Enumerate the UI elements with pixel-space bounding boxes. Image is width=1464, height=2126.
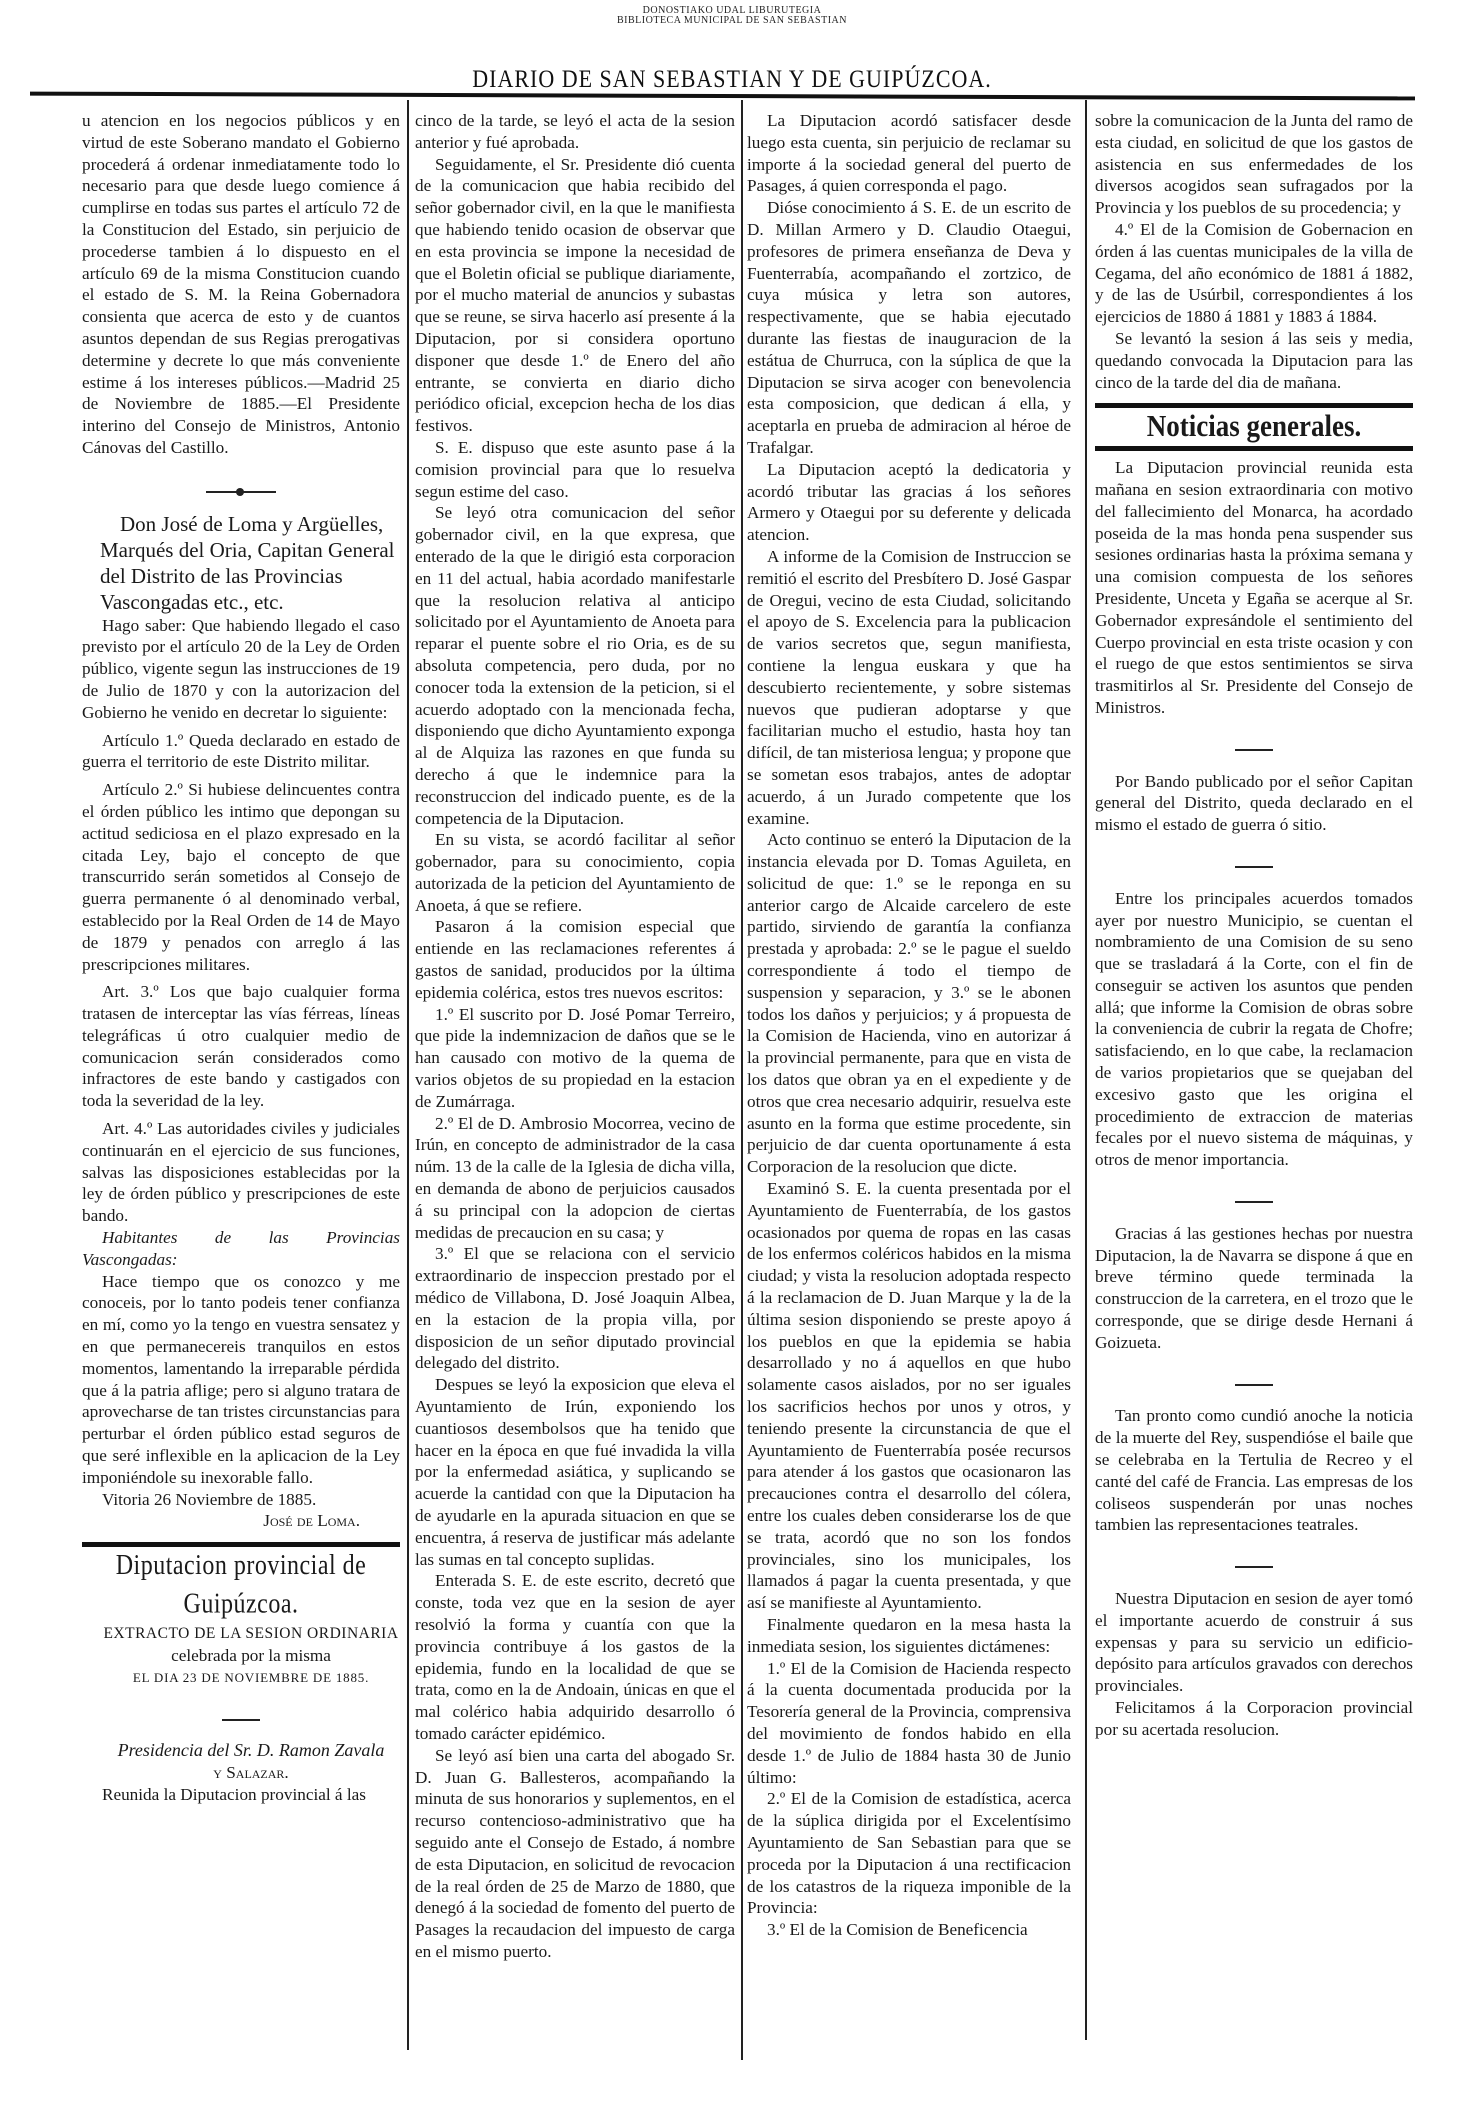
- paragraph: Se levantó la sesion á las seis y media, quedando convocada la Diputacion para las cinco de la tarde del dia de mañana.: [1095, 328, 1413, 392]
- section-title-noticias: Noticias generales.: [1146, 408, 1362, 444]
- article-1: Artículo 1.º Queda declarado en estado de guerra el territorio de este Distrito militar.: [82, 730, 400, 772]
- paragraph: La Diputacion aceptó la dedicatoria y acordó tributar las gracias á los señores Armero y Otaegui por su deferente y delicada atencion.: [747, 459, 1071, 545]
- extract-date: EL DIA 23 DE NOVIEMBRE DE 1885.: [132, 1669, 370, 1685]
- article-2: Artículo 2.º Si hubiese delincuentes contra el órden público les intimo que depongan su actitud sediciosa en el plazo expresado en la citada Ley, bajo el concepto de que transcurrido serán sometidos al Consejo de guerra permanente ó al denominado verbal, establecido por la Real Orden de 14 de Mayo de 1879 y penados con arreglo á las prescripciones militares.: [82, 780, 400, 974]
- extract-subtitle: celebrada por la misma: [171, 1646, 331, 1666]
- section-rule: [1095, 446, 1413, 451]
- column-2: [415, 110, 735, 1963]
- news-item: Tan pronto como cundió anoche la noticia de la muerte del Rey, suspendióse el baile que se celebraba en la Tertulia de Recreo y el canté del café de Francia. Las empresas de los coliseos suspenderán por unas noches tambien las representaciones teatrales.: [1095, 1406, 1413, 1535]
- paragraph: sobre la comunicacion de la Junta del ramo de esta ciudad, en solicitud de que los gastos de asistencia en sus enfermedades de los diversos acogidos sean sufragados por la Provincia y los pueblos de su procedencia; y: [1095, 111, 1413, 218]
- list-item: 1.º El de la Comision de Hacienda respecto á la cuenta documentada producida por la Tesorería general de la Provincia, comprensiva del movimiento de fondos habido en ella desde 1.º de Julio de 1884 hasta 30 de Junio último:: [747, 1658, 1071, 1787]
- list-item: 3.º El que se relaciona con el servicio extraordinario de inspeccion prestado por el médico de Villabona, D. José Joaquin Albea, en la estacion de la propia villa, por disposicion de un señor diputado provincial delegado del distrito.: [415, 1244, 735, 1373]
- paragraph: La Diputacion acordó satisfacer desde luego esta cuenta, sin perjuicio de reclamar su importe á la sociedad general del puerto de Pasages, á quien corresponda el pago.: [747, 111, 1071, 196]
- extract-title: EXTRACTO DE LA SESION ORDINARIA: [103, 1625, 399, 1643]
- paragraph: Pasaron á la comision especial que entiende en las reclamaciones referentes á gastos de sanidad, producidos por la última epidemia colérica, estos tres nuevos escritos:: [415, 917, 735, 1002]
- library-header: [0, 6, 1464, 26]
- list-item: 2.º El de la Comision de estadística, acerca de la súplica dirigida por el Excelentísimo Ayuntamiento de San Sebastian para que se proceda por la Diputacion á una rectificacion de los catastros de la riqueza imponible de la Provincia:: [747, 1789, 1071, 1918]
- dash-divider: [1095, 1370, 1413, 1392]
- article-4: Art. 4.º Las autoridades civiles y judiciales continuarán en el ejercicio de sus funciones, salvas las disposiciones establecidas por la ley de órden público y prescripciones de este bando.: [82, 1119, 400, 1226]
- news-item: Entre los principales acuerdos tomados ayer por nuestro Municipio, se cuentan el nombramiento de una Comision de su seno que se trasladará á la Corte, con el fin de conseguir se activen los asuntos que penden allá; que informe la Comision de obras sobre la conveniencia de cubrir la regata de Chofre; satisfaciendo, en lo que cabe, la reclamacion de varios propietarios que se quejaban del excesivo gasto que les origina el procedimiento de extraccion de materias fecales por el nuevo sistema de máquinas, y otros de menor importancia.: [1095, 888, 1413, 1170]
- paragraph: Examinó S. E. la cuenta presentada por el Ayuntamiento de Fuenterrabía, de los gastos ocasionados por quema de ropas en las casas de los enfermos coléricos habidos en la misma ciudad; y vista la resolucion adoptada respecto á la reclamacion de D. Juan Marque y la de la última sesion disponiendo se preste apoyo á los pueblos en que la epidemia se habia desarrollado y no á aquellos en que hubo solamente casos aislados, por no ser iguales los sacrificios hechos por unos y otros, y teniendo presente la circunstancia de que el Ayuntamiento de Fuenterrabía posée recursos para atender á los gastos que ocasionaron las precauciones contra el desarrollo del cólera, entre los cuales deben considerarse los de que se trata, acordó que no son los fondos provinciales, sino los municipales, los llamados á pagar la cuenta presentada, y que así se manifieste al Ayuntamiento.: [747, 1179, 1071, 1613]
- paragraph: Despues se leyó la exposicion que eleva el Ayuntamiento de Irún, exponiendo los cuantiosos desembolsos que ha tenido que hacer en la época en que fué invadida la villa por la enfermedad asiática, y suplicando se acuerde la cantidad con que la Diputacion ha de ayudarle en la apurada situacion en que se encuentra, á reserva de justificar más adelante las sumas en tal concepto suplidas.: [415, 1375, 735, 1569]
- paragraph: Dióse conocimiento á S. E. de un escrito de D. Millan Armero y D. Claudio Otaegui, profesores de primera enseñanza de Deva y Fuenterrabía, acompañando el zortzico, de cuya música y letra son autores, respectivamente, que se habia ejecutado durante las fiestas de inauguracion de la estátua de Churruca, con la súplica de que la Diputacion se sirva acoger con benevolencia esta composicion, que dedican á ella, y aceptarla en prueba de admiracion al héroe de Trafalgar.: [747, 198, 1071, 457]
- column-4: [1095, 110, 1413, 1741]
- newspaper-masthead: DIARIO DE SAN SEBASTIAN Y DE GUIPÚZCOA.: [472, 64, 992, 93]
- paragraph: Hago saber: Que habiendo llegado el caso previsto por el artículo 20 de la Ley de Orden público, vigente segun las instrucciones de 19 de Julio de 1870 y con la autorizacion del Gobierno he venido en decretar lo siguiente:: [82, 615, 400, 722]
- list-item: 3.º El de la Comision de Beneficencia: [767, 1920, 1028, 1940]
- paragraph: Se leyó así bien una carta del abogado Sr. D. Juan G. Ballesteros, acompañando la minuta de sus honorarios y suplementos, en el recurso contencioso-administrativo que ha seguido ante el Consejo de Estado, á nombre de esta Diputacion, en solicitud de revocacion de la real órden de 25 de Marzo de 1880, que denegó á la sociedad de fomento del puerto de Pasages la recaudacion del impuesto de carga en el mismo puerto.: [415, 1745, 735, 1961]
- column-divider: [407, 100, 409, 2050]
- decree-continuation: u atencion en los negocios públicos y en virtud de este Soberano mandato el Gobierno procederá á ordenar inmediatamente todo lo necesario para que desde luego comience á cumplirse en todas sus partes el artículo 72 de la Constitucion del Estado, sin perjuicio de procederse tambien á lo dispuesto en el artículo 69 de la misma Constitucion cuando el estado de S. M. la Reina Gobernadora consienta que acerca de esto y de cuantos asuntos dependan de sus Regias prerogativas determine y decrete lo que más conveniente estime á los intereses públicos.—Madrid 25 de Noviembre de 1885.—El Presidente interino del Consejo de Ministros, Antonio Cánovas del Castillo.: [82, 111, 400, 457]
- dash-divider: [1095, 1552, 1413, 1574]
- list-item: 2.º El de D. Ambrosio Mocorrea, vecino de Irún, en concepto de administrador de la casa núm. 13 de la calle de la Iglesia de dicha villa, en demanda de abono de perjuicios causados á su principal con la adopcion de ciertas medidas de precaucion en su casa; y: [415, 1113, 735, 1242]
- dash-divider: [1095, 1187, 1413, 1209]
- paragraph: A informe de la Comision de Instruccion se remitió el escrito del Presbítero D. José Gaspar de Oregui, vecino de esta Ciudad, solicitando el apoyo de S. Excelencia para la publicacion de varios secretos que, segun manifiesta, contiene la lengua euskara y que ha descubierto recientemente, y sobre sistemas nuevos que pudieran adoptarse y que facilitarian mucho el estudio, hasta hoy tan difícil, de tan misteriosa lengua; y propone que se sometan esos trabajos, antes de adoptar acuerdo, á un Jurado competente que los examine.: [747, 546, 1071, 828]
- paragraph: Se leyó otra comunicacion del señor gobernador civil, en la que expresa, que enterado de la que le dirigió esta corporacion en 11 del actual, habia acordado manifestarle que la resolucion relativa al anticipo solicitado por el Ayuntamiento de Anoeta para reparar el puente sobre el rio Oria, es de su absoluta competencia, pero duda, por no conocer toda la extension de la peticion, si el acuerdo adoptado con la mencionada fecha, disponiendo que dicho Ayuntamiento exponga al de Alquiza las razones en que funda su derecho á que le indemnice para la reconstruccion del indicado puente, es de la competencia de la Diputacion.: [415, 503, 735, 828]
- address-heading: Habitantes de las Provincias Vascongadas:: [82, 1228, 400, 1269]
- paragraph: En su vista, se acordó facilitar al señor gobernador, para su conocimiento, copia autorizada de la peticion del Ayuntamiento de Anoeta, á que se refiere.: [415, 830, 735, 915]
- list-item: 4.º El de la Comision de Gobernacion en órden á las cuentas municipales de la villa de Cegama, del año económico de 1881 á 1882, y de las de Usúrbil, correspondientes á los ejercicios de 1880 á 1881 y 1883 á 1884.: [1095, 219, 1413, 327]
- news-item: La Diputacion provincial reunida esta mañana en sesion extraordinaria con motivo del fallecimiento del Monarca, ha acordado poseida de la mas honda pena suspender sus sesiones ordinarias hasta la próxima semana y una comision compuesta de los señores Presidente, Unceta y Egaña se acerque al Sr. Gobernador expresándole el sentimiento del Cuerpo provincial en esta triste ocasion y con el ruego de que estos sentimientos se sirva trasmitirlos al Sr. Presidente del Consejo de Ministros.: [1095, 458, 1413, 717]
- paragraph: Reunida la Diputacion provincial á las: [102, 1785, 366, 1804]
- article-3: Art. 3.º Los que bajo cualquier forma tratasen de interceptar las vías férreas, líneas telegráficas ú otro cualquier medio de comunicacion serán considerados como infractores de este bando y castigados con toda la severidad de la ley.: [82, 982, 400, 1111]
- news-item: Gracias á las gestiones hechas por nuestra Diputacion, la de Navarra se dispone á que en breve término quede terminada la construccion de la carretera, en el trozo que le corresponde, que se dirige desde Hernani á Goizueta.: [1095, 1223, 1413, 1352]
- news-item: Felicitamos á la Corporacion provincial por su acertada resolucion.: [1095, 1698, 1413, 1739]
- dash-divider: [1095, 852, 1413, 874]
- news-item: Nuestra Diputacion en sesion de ayer tomó el importante acuerdo de construir á sus expensas y para su servicio un edificio-depósito para artículos gravados con derechos provinciales.: [1095, 1589, 1413, 1696]
- library-header-basque: DONOSTIAKO UDAL LIBURUTEGIA: [642, 5, 822, 16]
- dateline: Vitoria 26 Noviembre de 1885.: [102, 1489, 317, 1509]
- section-rule: [1095, 403, 1413, 408]
- list-item: 1.º El suscrito por D. José Pomar Terreiro, que pide la indemnizacion de daños que se le han causado con motivo de la quema de varios objetos de su propiedad en la estacion de Zumárraga.: [415, 1004, 735, 1111]
- presidency-name: y Salazar.: [213, 1763, 289, 1783]
- dash-divider: [1095, 735, 1413, 757]
- section-title-diputacion: Diputacion provincial de Guipúzcoa.: [115, 1550, 367, 1621]
- paragraph: Enterada S. E. de este escrito, decretó que conste, toda vez que en la sesion de ayer resolvió la forma y cuantía con que la provincia contribuye á los gastos de la epidemia, fundo en la localidad de que se trata, como en la de Andoain, únicas en que el mal colérico habia adquirido desarrollo ó tomado carácter epidémico.: [415, 1571, 735, 1743]
- library-header-spanish: BIBLIOTECA MUNICIPAL DE SAN SEBASTIAN: [617, 15, 847, 26]
- paragraph: Acto continuo se enteró la Diputacion de la instancia elevada por D. Tomas Aguileta, en solicitud de que: 1.º se le reponga en su anterior cargo de Alcaide carcelero de este partido, sirviendo de garantía la confianza prestada y aprobada: 2.º se le pague el sueldo correspondiente á todo el tiempo de suspension y separacion, y 3.º se le abonen todos los daños y perjuicios; y á propuesta de la Comision de Hacienda, vino en autorizar á la provincial permanente, para que en vista de los datos que obran ya en el expediente y de otros que crea necesario adquirir, resuelva este asunto en la forma que estime procedente, sin perjuicio de dar cuenta oportunamente á esta Corporacion de la resolucion que dicte.: [747, 830, 1071, 1177]
- paragraph: Seguidamente, el Sr. Presidente dió cuenta de la comunicacion que habia recibido del señor gobernador civil, en la que le manifiesta que habiendo tenido ocasion de observar que en esta provincia se impone la necesidad de que el Boletin oficial se publique diariamente, por el mucho material de anuncios y subastas que se reune, se sirva hacerlo así presente á la Diputacion, por si considera oportuno disponer que desde 1.º de Enero del año entrante, se convierta en diario dicho periódico oficial, excepcion hecha de los dias festivos.: [415, 154, 735, 436]
- dash-divider: [82, 1705, 400, 1727]
- paragraph: Finalmente quedaron en la mesa hasta la inmediata sesion, los siguientes dictámenes:: [747, 1614, 1071, 1656]
- column-divider: [741, 100, 743, 2060]
- ornament-divider: [82, 477, 400, 499]
- presidency: Presidencia del Sr. D. Ramon Zavala: [117, 1740, 385, 1761]
- column-1: [82, 110, 400, 1806]
- paragraph: Hace tiempo que os conozco y me conoceis, por lo tanto podeis tener confianza en mí, como yo la tengo en vuestra sensatez y en que permanecereis tranquilos en estos momentos, lamentando la irreparable pérdida que á la patria aflige; pero si alguno tratara de aprovecharse de tan tristes circunstancias para perturbar el órden público estad seguros de que seré inflexible en la aplicacion de la Ley imponiéndole su inexorable fallo.: [82, 1271, 400, 1487]
- paragraph: cinco de la tarde, se leyó el acta de la sesion anterior y fué aprobada.: [415, 111, 735, 152]
- column-divider: [1085, 100, 1087, 2040]
- column-3: [747, 110, 1071, 1941]
- paragraph: S. E. dispuso que este asunto pase á la comision provincial para que lo resuelva segun estime del caso.: [415, 437, 735, 501]
- signature: José de Loma.: [263, 1511, 360, 1531]
- decree-heading: Don José de Loma y Argüelles, Marqués del Oria, Capitan General del Distrito de las Provincias Vascongadas etc., etc.: [100, 511, 395, 614]
- news-item: Por Bando publicado por el señor Capitan general del Distrito, queda declarado en el mismo el estado de guerra ó sitio.: [1095, 771, 1413, 835]
